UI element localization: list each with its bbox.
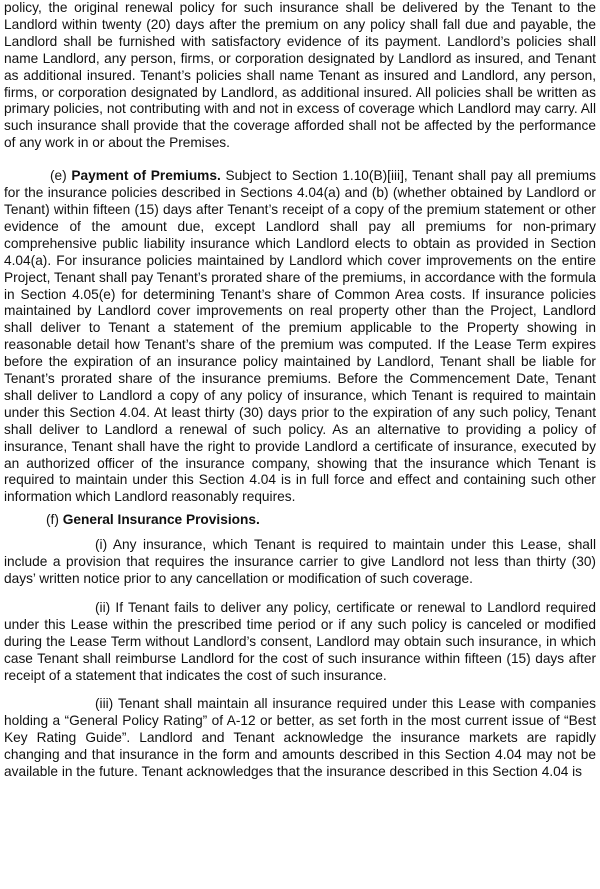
section-e-paragraph xyxy=(0,168,600,506)
section-e-heading: Payment of Premiums. xyxy=(71,168,221,184)
section-f-item-iii: (iii) Tenant shall maintain all insurance required under this Lease with companies holding a “General Policy Rating” of A-12 or better, as set forth in the most current issue of “Best Key Rating Guide”. Landlord and Tenant acknowledge the insurance markets are rapidly changing and that insurance in the form and amounts described in this Section 4.04 may not be available in the future. Tenant acknowledges that the insurance described in this Section 4.04 is xyxy=(4,696,596,780)
section-e-marker: (e) xyxy=(50,168,72,184)
section-e-body: Subject to Section 1.10(B)[iii], Tenant shall pay all premiums for the insurance policies described in Sections 4.04(a) and (b) (whether obtained by Landlord or Tenant) within fifteen (15) days after Tenant’s receipt of a copy of the premium statement or other evidence of the amount due, except Landlord shall pay all premiums for non-primary comprehensive public liability insurance which Landlord elects to obtain as provided in Section 4.04(a). For insurance policies maintained by Landlord which cover improvements on the entire Project, Tenant shall pay Tenant’s prorated share of the premiums, in accordance with the formula in Section 4.05(e) for determining Tenant’s share of Common Area costs. If insurance policies maintained by Landlord cover improvements on real property other than the Project, Landlord shall deliver to Tenant a statement of the premium applicable to the Property showing in reasonable detail how Tenant’s share of the premium was computed. If the Lease Term expires before the expiration of an insurance policy maintained by Landlord, Tenant shall be liable for Tenant’s prorated share of the insurance premiums. Before the Commencement Date, Tenant shall deliver to Landlord a copy of any policy of insurance, which Tenant is required to maintain under this Section 4.04. At least thirty (30) days prior to the expiration of any such policy, Tenant shall deliver to Landlord a renewal of such policy. As an alternative to providing a policy of insurance, Tenant shall have the right to provide Landlord a certificate of insurance, executed by an authorized officer of the insurance company, showing that the insurance which Tenant is required to maintain under this Section 4.04 is in full force and effect and containing such other information which Landlord reasonably requires. xyxy=(4,168,596,505)
continuation-paragraph: policy, the original renewal policy for such insurance shall be delivered by the Tenant to the Landlord within twenty (20) days after the premium on any policy shall fall due and payable, the Landlord shall be furnished with satisfactory evidence of its payment. Landlord’s policies shall name Landlord, any person, firms, or corporation designated by Landlord as insured, and Tenant as additional insured. Tenant’s policies shall name Tenant as insured and Landlord, any person, firms, or corporation designated by Landlord, as additional insured. All policies shall be written as primary policies, not contributing with and not in excess of coverage which Landlord may carry. All such insurance shall provide that the coverage afforded shall not be affected by the performance of any work in or about the Premises. xyxy=(4,0,596,151)
section-f-marker: (f) xyxy=(46,512,63,528)
section-f-item-ii: (ii) If Tenant fails to deliver any policy, certificate or renewal to Landlord required under this Lease within the prescribed time period or if any such policy is canceled or modified during the Lease Term without Landlord’s consent, Landlord may obtain such insurance, in which case Tenant shall reimburse Landlord for the cost of such insurance within fifteen (15) days after receipt of a statement that indicates the cost of such insurance. xyxy=(4,599,596,683)
section-f-item-i: (i) Any insurance, which Tenant is required to maintain under this Lease, shall include a provision that requires the insurance carrier to give Landlord not less than thirty (30) days’ written notice prior to any cancellation or modification of such coverage. xyxy=(4,537,596,586)
section-f-heading: General Insurance Provisions. xyxy=(62,512,260,528)
section-f-heading-line xyxy=(0,512,600,529)
